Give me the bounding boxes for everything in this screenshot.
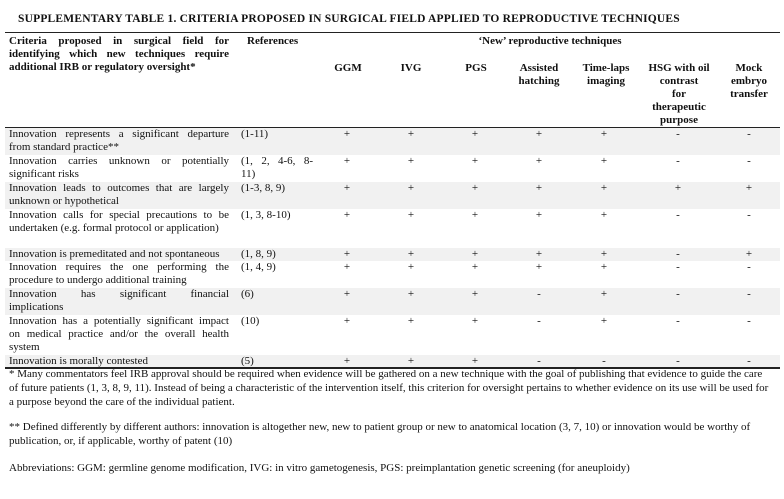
criterion-text: Innovation requires the one performing the [9,261,229,273]
criteria-header-line-2: identifying which new techniques require [9,48,229,60]
technique-mark: + [600,155,608,167]
techniques-group-header: ‘New’ reproductive techniques [478,35,622,47]
criterion-text: Innovation leads to outcomes that are largely [9,182,229,194]
criterion-text: Innovation is morally contested [9,355,148,367]
technique-mark: - [676,209,680,221]
criteria-header-line-3: additional IRB or regulatory oversight* [9,61,196,73]
technique-mark: + [343,288,351,300]
references-cell: (1, 2, 4-6, 8- [241,155,313,167]
technique-mark: - [747,288,751,300]
technique-mark: + [471,288,479,300]
technique-mark: + [600,261,608,273]
technique-mark: - [676,288,680,300]
technique-mark: + [745,182,753,194]
technique-mark: + [343,209,351,221]
technique-mark: + [471,315,479,327]
references-cell: 11) [241,168,256,180]
technique-mark: + [407,182,415,194]
technique-mark: + [343,155,351,167]
criterion-text: from standard practice** [9,141,119,153]
technique-mark: - [676,261,680,273]
technique-mark: + [407,209,415,221]
technique-mark: - [537,355,541,367]
technique-mark: + [407,128,415,140]
references-cell: (10) [241,315,260,327]
technique-mark: - [537,288,541,300]
technique-mark: + [343,315,351,327]
technique-mark: + [745,248,753,260]
references-cell: (1, 3, 8-10) [241,209,291,221]
footnote-irb: * Many commentators feel IRB approval should be required when evidence will be gathered on a new technique with the goal of publishing that evidence to guide the care of future patients (1, 3, 8, 9, 11). Instead of being a characteristic of the intervention itself, this criterion for oversight pertains to whether evidence on its use will be used for a purpose beyond the care of the individual patient. [9,368,769,408]
criterion-text: Innovation has significant financial [9,288,229,300]
table-title: SUPPLEMENTARY TABLE 1. CRITERIA PROPOSED IN SURGICAL FIELD APPLIED TO REPRODUCTIVE TECHNIQUES [18,13,680,25]
technique-mark: + [535,209,543,221]
abbreviations-note: Abbreviations: GGM: germline genome modification, IVG: in vitro gametogenesis, PGS: preimplantation genetic screening (for aneuploidy) [9,462,630,474]
criterion-text: procedure to undergo additional training [9,274,187,286]
technique-mark: - [676,355,680,367]
technique-mark: + [471,155,479,167]
technique-mark: + [343,261,351,273]
technique-mark: + [407,315,415,327]
criterion-text: Innovation carries unknown or potentially [9,155,229,167]
col-header-assisted-hatching: Assisted hatching [518,62,560,87]
technique-mark: + [600,288,608,300]
technique-mark: - [747,261,751,273]
references-cell: (1-11) [241,128,269,140]
technique-mark: - [676,315,680,327]
technique-mark: + [407,155,415,167]
technique-mark: - [676,248,680,260]
criterion-text: significant risks [9,168,79,180]
criterion-text: implications [9,301,64,313]
technique-mark: - [676,155,680,167]
technique-mark: + [471,182,479,194]
col-header-mock-embryo-transfer: Mock embryo transfer [730,62,768,100]
technique-mark: + [674,182,682,194]
technique-mark: + [471,209,479,221]
col-header-hsg-oil-contrast: HSG with oil contrast for therapeutic purpose [648,62,710,126]
technique-mark: + [600,315,608,327]
technique-mark: + [535,261,543,273]
technique-mark: - [747,128,751,140]
technique-mark: + [407,261,415,273]
technique-mark: - [747,355,751,367]
technique-mark: - [676,128,680,140]
technique-mark: + [407,248,415,260]
technique-mark: + [343,355,351,367]
technique-mark: + [343,128,351,140]
technique-mark: + [343,182,351,194]
col-header-time-laps-imaging: Time-laps imaging [582,62,630,87]
criterion-text: undertaken (e.g. formal protocol or application) [9,222,219,234]
technique-mark: + [535,248,543,260]
technique-mark: - [747,209,751,221]
references-cell: (1-3, 8, 9) [241,182,285,194]
criterion-text: unknown or hypothetical [9,195,119,207]
technique-mark: - [747,315,751,327]
criterion-text: Innovation has a potentially significant impact [9,315,229,327]
technique-mark: + [600,209,608,221]
technique-mark: + [535,128,543,140]
technique-mark: + [600,248,608,260]
criteria-header-line-1: Criteria proposed in surgical field for [9,35,229,47]
technique-mark: + [535,155,543,167]
references-cell: (6) [241,288,254,300]
technique-mark: + [471,261,479,273]
technique-mark: + [471,128,479,140]
criterion-text: system [9,341,40,353]
references-header: References [247,35,299,47]
technique-mark: + [343,248,351,260]
col-header-ivg: IVG [400,62,422,74]
footnote-definition: ** Defined differently by different authors: innovation is altogether new, new to patient group or new to anatomical location (3, 7, 10) or innovation would be worthy of publication, or, if applicable, worthy of patent (10) [9,421,751,447]
references-cell: (1, 8, 9) [241,248,276,260]
technique-mark: + [600,182,608,194]
references-cell: (5) [241,355,254,367]
technique-mark: + [471,355,479,367]
technique-mark: - [602,355,606,367]
technique-mark: - [747,155,751,167]
technique-mark: + [471,248,479,260]
col-header-pgs: PGS [465,62,487,74]
criterion-text: on medical practice and/or the overall health [9,328,229,340]
criterion-text: Innovation represents a significant departure [9,128,229,140]
criterion-text: Innovation is premeditated and not spontaneous [9,248,220,260]
col-header-ggm: GGM [334,62,362,74]
references-cell: (1, 4, 9) [241,261,276,273]
technique-mark: + [407,288,415,300]
technique-mark: + [407,355,415,367]
criterion-text: Innovation calls for special precautions to be [9,209,229,221]
technique-mark: + [535,182,543,194]
technique-mark: - [537,315,541,327]
technique-mark: + [600,128,608,140]
